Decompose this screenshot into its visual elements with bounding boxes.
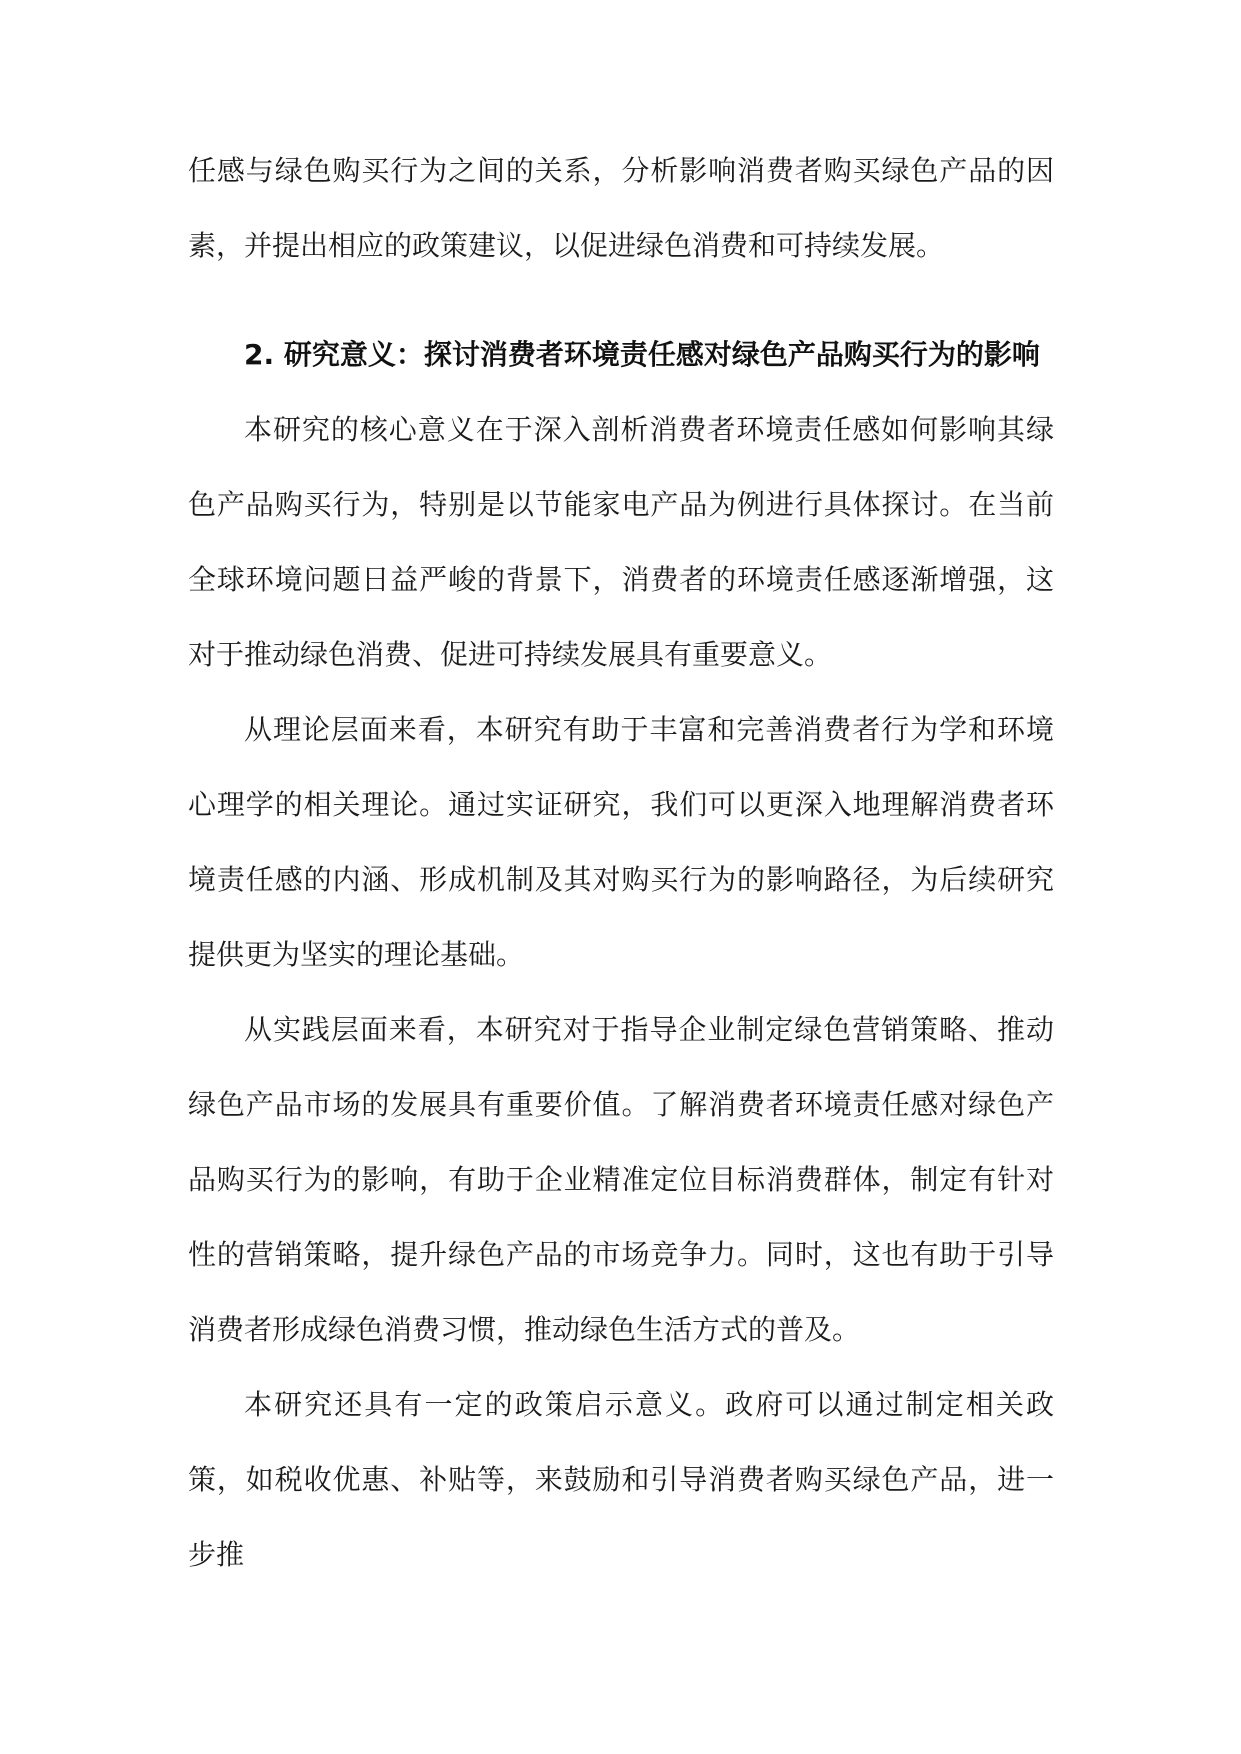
paragraph-policy: 本研究还具有一定的政策启示意义。政府可以通过制定相关政策，如税收优惠、补贴等，来鼓励和引导消费者购买绿色产品，进一步推 xyxy=(188,1388,1054,1571)
paragraph-core-significance: 本研究的核心意义在于深入剖析消费者环境责任感如何影响其绿色产品购买行为，特别是以节能家电产品为例进行具体探讨。在当前全球环境问题日益严峻的背景下，消费者的环境责任感逐渐增强，这对于推动绿色消费、促进可持续发展具有重要意义。 xyxy=(188,413,1054,671)
paragraph-theoretical: 从理论层面来看，本研究有助于丰富和完善消费者行为学和环境心理学的相关理论。通过实证研究，我们可以更深入地理解消费者环境责任感的内涵、形成机制及其对购买行为的影响路径，为后续研究提供更为坚实的理论基础。 xyxy=(188,713,1054,971)
section-heading: 2. 研究意义：探讨消费者环境责任感对绿色产品购买行为的影响 xyxy=(244,338,1040,371)
document-body xyxy=(188,133,1054,1592)
paragraph-continuation: 任感与绿色购买行为之间的关系，分析影响消费者购买绿色产品的因素，并提出相应的政策建议，以促进绿色消费和可持续发展。 xyxy=(188,154,1054,262)
paragraph-practical: 从实践层面来看，本研究对于指导企业制定绿色营销策略、推动绿色产品市场的发展具有重要价值。了解消费者环境责任感对绿色产品购买行为的影响，有助于企业精准定位目标消费群体，制定有针对性的营销策略，提升绿色产品的市场竞争力。同时，这也有助于引导消费者形成绿色消费习惯，推动绿色生活方式的普及。 xyxy=(188,1013,1054,1346)
